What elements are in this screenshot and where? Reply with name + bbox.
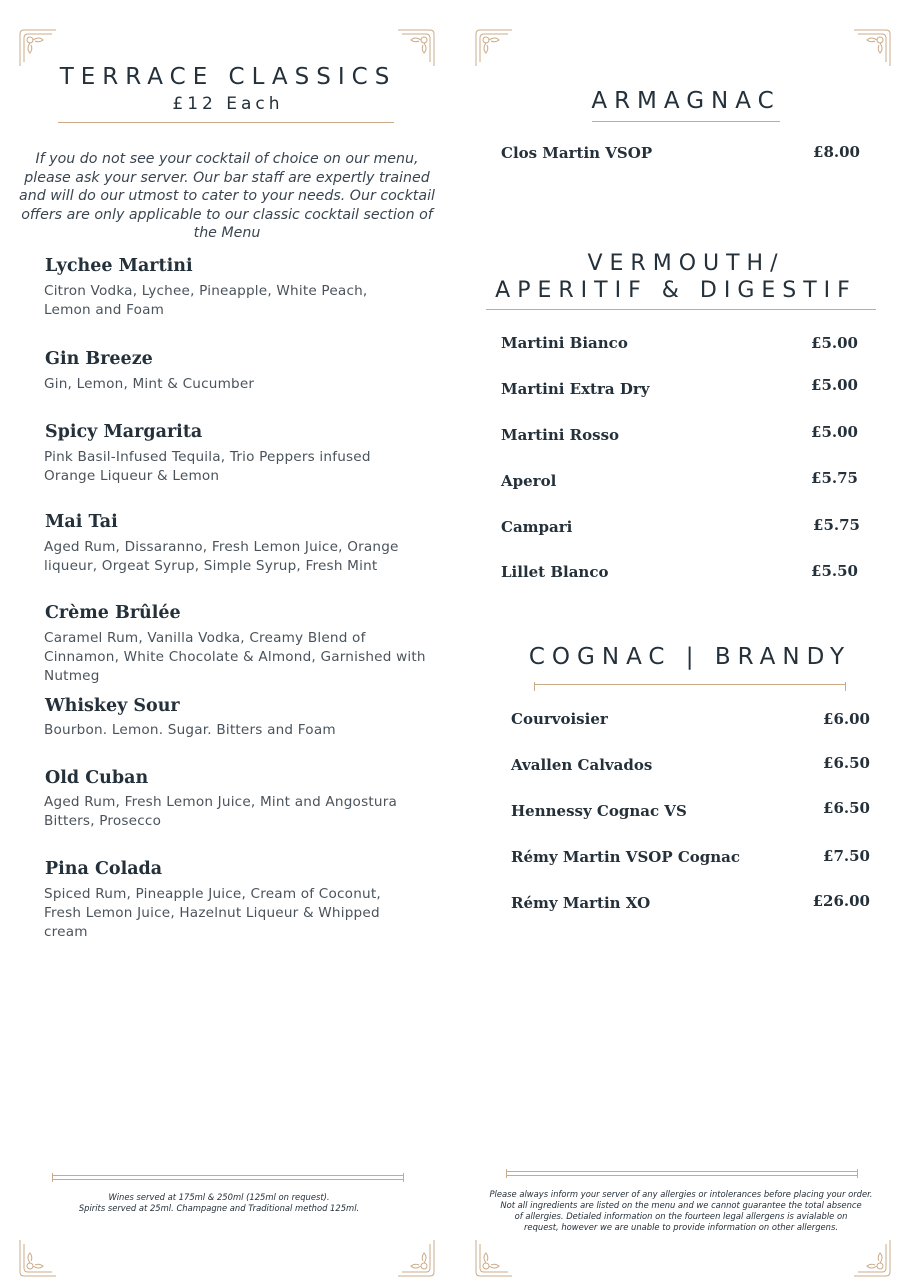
cognac-divider	[534, 684, 846, 685]
footer-divider	[506, 1171, 858, 1176]
footer-divider	[52, 1175, 404, 1180]
corner-flourish-icon	[852, 28, 892, 68]
cognac-brandy-title: COGNAC | BRANDY	[528, 644, 852, 670]
vermouth-divider	[486, 309, 876, 310]
terrace-classics-title: TERRACE CLASSICS	[59, 64, 397, 90]
allergy-note	[486, 1189, 876, 1233]
footnote-line: of allergies. Detialed information on the fourteen legal allergens is avialable on	[514, 1211, 848, 1221]
menu-item-name: Rémy Martin XO	[511, 894, 651, 912]
menu-item-price: £26.00	[812, 892, 870, 910]
menu-item-price: £6.00	[823, 710, 870, 728]
menu-item-price: £6.50	[823, 754, 870, 772]
cocktail-name: Pina Colada	[45, 859, 163, 879]
menu-item-name: Campari	[501, 518, 573, 536]
corner-flourish-icon	[474, 1238, 514, 1278]
corner-flourish-icon	[396, 28, 436, 68]
footnote-line: Spirits served at 25ml. Champagne and Traditional method 125ml.	[78, 1203, 360, 1213]
cocktail-name: Whiskey Sour	[45, 696, 180, 716]
cocktail-description: Bourbon. Lemon. Sugar. Bitters and Foam	[44, 722, 336, 738]
menu-item-price: £5.00	[811, 376, 858, 394]
cocktail-name: Old Cuban	[45, 768, 149, 788]
footnote-line: request, however we are unable to provide information on other allergens.	[523, 1222, 839, 1232]
menu-item-name: Hennessy Cognac VS	[511, 802, 687, 820]
menu-item-name: Martini Bianco	[501, 334, 628, 352]
menu-item-name: Avallen Calvados	[511, 756, 653, 774]
armagnac-divider	[592, 121, 780, 122]
cocktail-description: Aged Rum, Dissaranno, Fresh Lemon Juice, Orange liqueur, Orgeat Syrup, Simple Syrup, Fresh Mint	[44, 539, 399, 574]
aperitif-digestif-title: APERITIF & DIGESTIF	[495, 278, 857, 303]
corner-flourish-icon	[18, 1238, 58, 1278]
menu-item-name: Aperol	[501, 472, 557, 490]
menu-item-name: Rémy Martin VSOP Cognac	[511, 848, 741, 866]
corner-flourish-icon	[852, 1238, 892, 1278]
menu-item-price: £7.50	[823, 847, 870, 865]
menu-item-price: £5.50	[811, 562, 858, 580]
menu-item-price: £5.00	[811, 334, 858, 352]
footnote-line: Not all ingredients are listed on the menu and we cannot guarantee the total absence	[500, 1200, 862, 1210]
cocktail-name: Spicy Margarita	[45, 422, 203, 442]
armagnac-title: ARMAGNAC	[591, 88, 781, 114]
menu-item-price: £5.75	[811, 469, 858, 487]
cocktail-description: Spiced Rum, Pineapple Juice, Cream of Coconut, Fresh Lemon Juice, Hazelnut Liqueur & Whipped cream	[44, 886, 381, 940]
intro-text: If you do not see your cocktail of choice on our menu, please ask your server. Our bar staff are expertly trained and will do our utmost to cater to your needs. Our cocktail offers are only applicable to our classic cocktail section of the Menu	[19, 151, 435, 242]
title-divider	[58, 122, 394, 123]
menu-item-name: Courvoisier	[511, 710, 608, 728]
menu-item-name: Martini Rosso	[501, 426, 620, 444]
menu-item-price: £6.50	[823, 799, 870, 817]
cocktail-description: Aged Rum, Fresh Lemon Juice, Mint and Angostura Bitters, Prosecco	[44, 794, 398, 829]
cocktail-description: Gin, Lemon, Mint & Cucumber	[44, 376, 255, 392]
menu-item-name: Clos Martin VSOP	[501, 144, 653, 162]
vermouth-title: VERMOUTH/	[587, 251, 785, 276]
menu-item-name: Martini Extra Dry	[501, 380, 650, 398]
cocktail-description: Pink Basil-Infused Tequila, Trio Peppers infused Orange Liqueur & Lemon	[44, 449, 371, 484]
menu-item-name: Lillet Blanco	[501, 563, 609, 581]
footnote-line: Wines served at 175ml & 250ml (125ml on request).	[108, 1192, 330, 1202]
cocktail-description: Citron Vodka, Lychee, Pineapple, White Peach, Lemon and Foam	[44, 283, 368, 318]
menu-item-price: £5.75	[813, 516, 860, 534]
serving-sizes-note	[40, 1192, 398, 1214]
cocktail-name: Lychee Martini	[45, 256, 193, 276]
terrace-classics-subtitle: £12 Each	[172, 94, 284, 114]
corner-flourish-icon	[396, 1238, 436, 1278]
footnote-line: Please always inform your server of any allergies or intolerances before placing your order.	[489, 1189, 873, 1199]
cocktail-name: Gin Breeze	[45, 349, 153, 369]
cocktail-name: Crème Brûlée	[45, 603, 181, 623]
corner-flourish-icon	[474, 28, 514, 68]
menu-item-price: £8.00	[813, 143, 860, 161]
menu-item-price: £5.00	[811, 423, 858, 441]
corner-flourish-icon	[18, 28, 58, 68]
cocktail-name: Mai Tai	[45, 512, 118, 532]
cocktail-description: Caramel Rum, Vanilla Vodka, Creamy Blend of Cinnamon, White Chocolate & Almond, Garnished with Nutmeg	[44, 630, 426, 684]
